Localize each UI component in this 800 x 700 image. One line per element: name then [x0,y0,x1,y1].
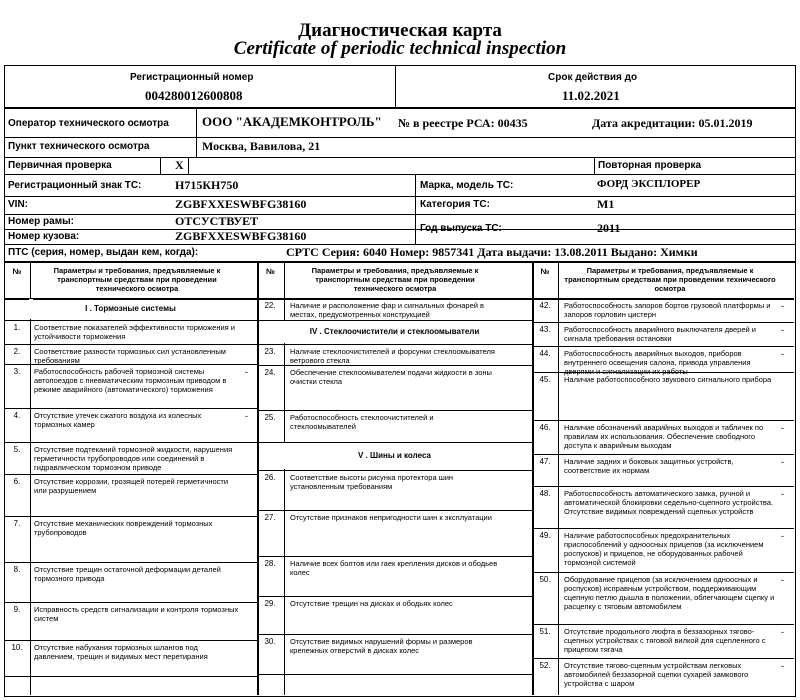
item-text: Отсутствие тягово-сцепным устройствам легковых автомобилей беззазорной сцепки сухарей замкового устройства с шаром [564,661,749,688]
item-text: Наличие задних и боковых защитных устройств, соответствие их нормам [564,457,734,475]
item-text: Соответствие показателей эффективности торможения и устойчивости торможения [34,323,235,341]
item-number: 4. [13,411,21,420]
item-number: 27. [264,513,276,522]
document-title-en: Certificate of periodic technical inspection [233,38,567,59]
item-text: Наличие всех болтов или гаек крепления дисков и ободьев колес [290,559,498,577]
item-number: 5. [13,445,21,454]
item-number: 24. [264,368,276,377]
document-title-ru: Диагностическая карта [298,20,502,41]
column-header-params: Параметры и требования, предъявляемые к транспортным средствам при проведении технического осмотра [564,266,776,293]
item-number: 49. [539,531,551,540]
body-value: ZGBFXXESWBFG38160 [175,229,307,243]
item-mark: - [781,423,784,433]
item-number: 43. [539,325,551,334]
column-header-number: № [540,267,550,276]
item-number: 29. [264,599,276,608]
item-number: 22. [264,301,276,310]
item-number: 28. [264,559,276,568]
item-mark: - [781,301,784,311]
accreditation-date: Дата акредитации: 05.01.2019 [592,116,753,130]
item-number: 2. [13,347,21,356]
item-mark: - [781,661,784,671]
point-label: Пункт технического осмотра [8,141,150,152]
plate-value: Н715КН750 [175,178,239,192]
plate-label: Регистрационный знак ТС: [8,180,142,191]
make-value: ФОРД ЭКСПЛОРЕР [597,178,701,190]
item-text: Работоспособность стеклоочистителей и стеклоомывателей [290,413,434,431]
pts-value: СРТС Серия: 6040 Номер: 9857341 Дата выдачи: 13.08.2011 Выдано: Химки [286,245,698,259]
column-header-number: № [12,267,22,276]
body-label: Номер кузова: [8,231,80,242]
item-text: Работоспособность запоров бортов грузовой платформы и запоров горловин цистерн [564,301,771,319]
item-text: Отсутствие утечек сжатого воздуха из колесных тормозных камер [34,411,202,429]
point-address: Москва, Вавилова, 21 [202,139,321,153]
valid-until-value: 11.02.2021 [562,88,620,103]
primary-check-label: Первичная проверка [8,160,112,171]
item-number: 26. [264,473,276,482]
item-mark: - [245,367,248,377]
item-number: 7. [13,519,21,528]
item-text: Наличие работоспособных предохранительных приспособлений у одноосных прицепов (за исключением роспусков) и прицепов, не оборудованных рабочей тормозной системой [564,531,764,567]
item-text: Отсутствие видимых нарушений формы и размеров крепежных отверстий в дисках колес [290,637,473,655]
item-mark: - [781,325,784,335]
item-text: Отсутствие трещин остаточной деформации деталей тормозного привода [34,565,221,583]
item-number: 46. [539,423,551,432]
item-text: Соответствие высоты рисунка протектора шин установленным требованиям [290,473,454,491]
item-mark: - [781,627,784,637]
item-number: 10. [11,643,23,652]
item-text: Отсутствие коррозии, грозящей потерей герметичности или разрушением [34,477,229,495]
vin-label: VIN: [8,199,28,210]
item-text: Отсутствие трещин на дисках и ободьях колес [290,599,453,608]
category-value: М1 [597,197,615,211]
item-number: 48. [539,489,551,498]
frame-label: Номер рамы: [8,216,74,227]
item-text: Отсутствие подтеканий тормозной жидкости, нарушения герметичности трубопроводов или соединений в гидравлическом тормозном приводе [34,445,233,472]
column-header-number: № [266,267,275,276]
item-text: Исправность средств сигнализации и контроля тормозных систем [34,605,239,623]
repeat-check-label: Повторная проверка [598,160,702,171]
item-number: 23. [264,347,276,356]
category-label: Категория ТС: [420,199,490,210]
item-text: Работоспособность автоматического замка, ручной и автоматической блокировки седельно-сцепного устройства. Отсутствие видимых повреждений сцепных устройств [564,489,774,516]
item-number: 42. [539,301,551,310]
reg-number-label: Регистрационный номер [130,72,254,83]
item-text: Соответствие разности тормозных сил установленным требованиям [34,347,226,365]
operator-label: Оператор технического осмотра [8,118,169,129]
item-text: Обеспечение стеклоомывателем подачи жидкости в зоны очистки стекла [290,368,492,386]
column-header-params: Параметры и требования, предъявляемые к транспортным средствам при проведении технического осмотра [311,266,479,293]
frame-value: ОТСУСТВУЕТ [175,214,259,228]
item-number: 8. [13,565,21,574]
item-number: 47. [539,457,551,466]
item-number: 52. [539,661,551,670]
item-number: 45. [539,375,551,384]
valid-until-label: Срок действия до [548,72,638,83]
section-title: I . Тормозные системы [85,304,176,313]
item-number: 44. [539,349,551,358]
item-text: Работоспособность рабочей тормозной системы автопоездов с пневматическим тормозным приводом в режиме аварийного (автоматического) торможения [34,367,227,394]
item-mark: - [245,411,248,421]
vin-value: ZGBFXXESWBFG38160 [175,197,307,211]
primary-check-mark: X [175,158,184,172]
item-text: Работоспособность аварийных выходов, приборов внутреннего освещения салона, привода управления дверями и сигнализации их работы [564,349,751,376]
item-text: Наличие и расположение фар и сигнальных фонарей в местах, предусмотренных конструкцией [290,301,485,319]
item-text: Отсутствие механических повреждений тормозных трубопроводов [34,519,213,537]
year-value: 2011 [597,221,621,235]
year-label: Год выпуска ТС: [420,223,502,234]
item-text: Отсутствие продольного люфта в беззазорных тягово-сцепных устройствах с тяговой вилкой для сцепленного с прицепом тягача [564,627,766,654]
item-number: 3. [13,367,21,376]
item-text: Работоспособность аварийного выключателя дверей и сигнала требования остановки [564,325,756,343]
rsa-registry: № в реестре РСА: 00435 [398,116,528,130]
item-mark: - [781,531,784,541]
item-mark: - [781,457,784,467]
make-label: Марка, модель ТС: [420,180,514,191]
item-number: 1. [13,323,21,332]
item-number: 9. [13,605,21,614]
section-title: V . Шины и колеса [358,451,431,460]
pts-label: ПТС (серия, номер, выдан кем, когда): [8,247,199,258]
item-mark: - [781,489,784,499]
item-text: Наличие стеклоочистителей и форсунки стеклоомывателя ветрового стекла [290,347,495,365]
section-title: IV . Стеклоочистители и стеклоомыватели [309,327,480,336]
reg-number-value: 004280012600808 [145,88,243,103]
operator-name: ООО "АКАДЕМКОНТРОЛЬ" [202,114,382,129]
item-mark: - [781,349,784,359]
item-text: Оборудование прицепов (за исключением одноосных и роспусков) исправным устройством, поддерживающим сцепную петлю дышла в положении, облегчающем сцепку и расцепку с тяговым автомобилем [564,575,775,611]
item-number: 50. [539,575,551,584]
item-text: Отсутствие набухания тормозных шлангов под давлением, трещин и видимых мест перетирания [34,643,208,661]
item-number: 6. [13,477,21,486]
item-text: Наличие обозначений аварийных выходов и табличек по правилам их использования. Обеспечение свободного доступа к аварийным выходам [564,423,764,450]
item-mark: - [781,575,784,585]
column-header-params: Параметры и требования, предъявляемые к транспортным средствам при проведении технического осмотра [53,266,221,293]
item-number: 25. [264,413,276,422]
item-text: Отсутствие признаков непригодности шин к эксплуатации [290,513,492,522]
item-text: Наличие работоспособного звукового сигнального прибора [564,375,772,384]
item-number: 51. [539,627,551,636]
item-number: 30. [264,637,276,646]
